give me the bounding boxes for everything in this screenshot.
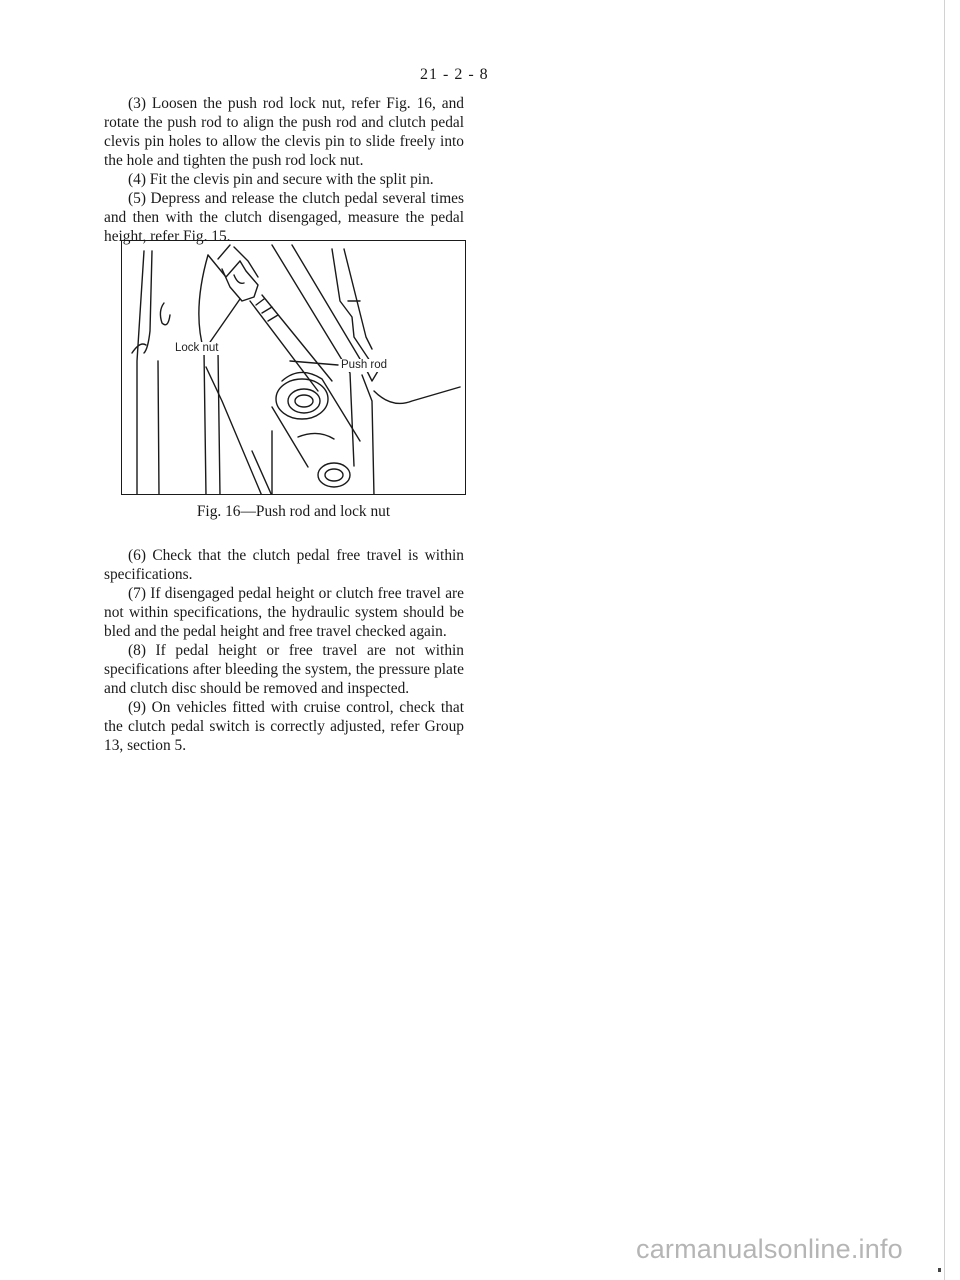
instruction-step-5: (5) Depress and release the clutch pedal several times and then with the clutch disengaged, measure the pedal height, refer Fig. 15. xyxy=(104,190,464,245)
label-lock-nut: Lock nut xyxy=(175,342,219,354)
corner-mark xyxy=(938,1268,941,1272)
instruction-step-7: (7) If disengaged pedal height or clutch free travel are not within specifications, the hydraulic system should be bled and the pedal height and free travel checked again. xyxy=(104,585,464,640)
instruction-step-6: (6) Check that the clutch pedal free travel is within specifications. xyxy=(104,547,464,583)
instruction-step-4: (4) Fit the clevis pin and secure with the split pin. xyxy=(128,171,434,188)
figure-16-illustration xyxy=(121,240,466,495)
page-number: 21 - 2 - 8 xyxy=(420,66,489,83)
instruction-step-8: (8) If pedal height or free travel are not within specifications after bleeding the system, the pressure plate and clutch disc should be removed and inspected. xyxy=(104,642,464,697)
instructions-bottom xyxy=(104,546,464,755)
push-rod-drawing xyxy=(122,241,466,495)
watermark: carmanualsonline.info xyxy=(636,1234,903,1264)
figure-caption: Fig. 16—Push rod and lock nut xyxy=(196,503,391,520)
instruction-step-9: (9) On vehicles fitted with cruise control, check that the clutch pedal switch is correctly adjusted, refer Group 13, section 5. xyxy=(104,699,464,754)
instructions-top xyxy=(104,94,464,246)
label-push-rod: Push rod xyxy=(341,359,388,371)
instruction-step-3: (3) Loosen the push rod lock nut, refer Fig. 16, and rotate the push rod to align the push rod and clutch pedal clevis pin holes to allow the clevis pin to slide freely into the hole and tighten the push rod lock nut. xyxy=(104,95,464,169)
page-edge-rule xyxy=(944,0,945,1280)
